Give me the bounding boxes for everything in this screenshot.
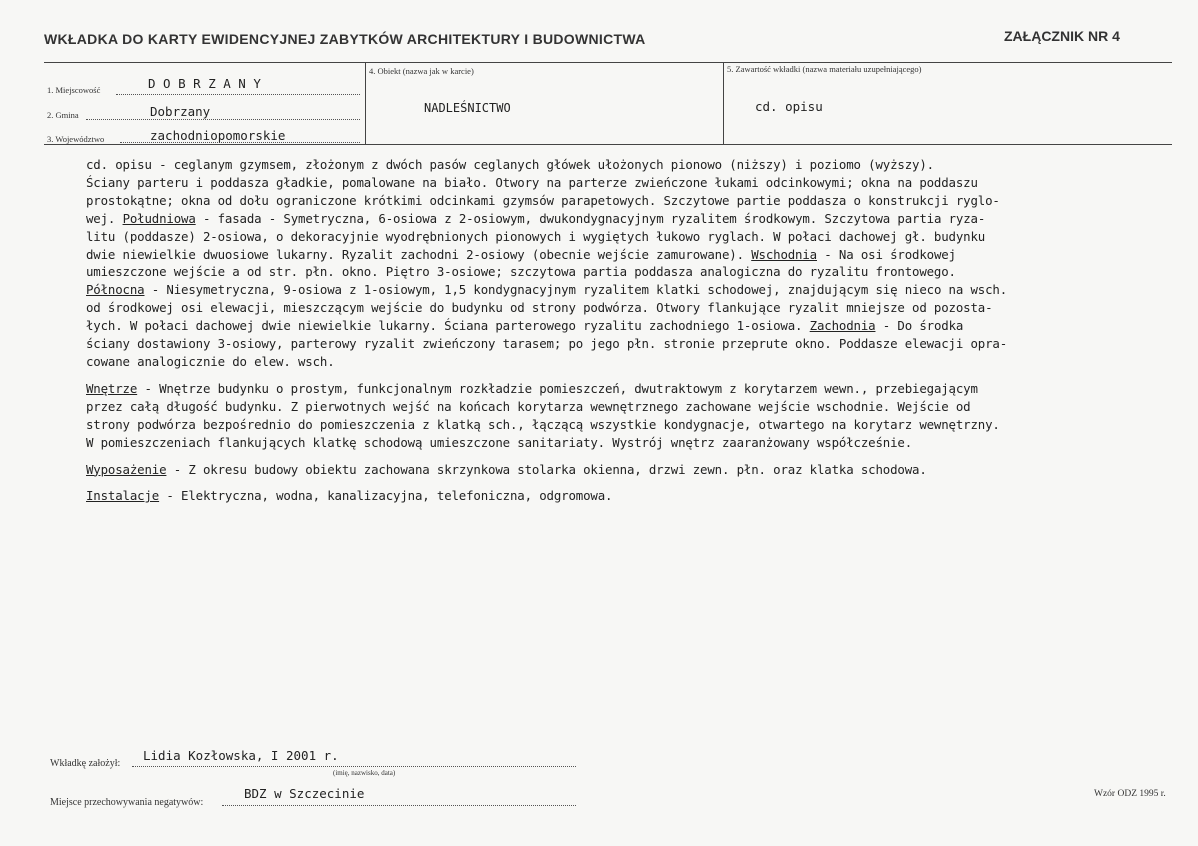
document-title: WKŁADKA DO KARTY EWIDENCYJNEJ ZABYTKÓW ARCHITEKTURY I BUDOWNICTWA [44, 31, 646, 47]
paragraph-gap [86, 452, 1156, 461]
heading-zachodnia: Zachodnia [809, 318, 876, 334]
heading-instalacje: Instalacje [86, 488, 160, 504]
miejscowosc-label: 1. Miejscowość [47, 85, 101, 95]
body-line [86, 246, 1156, 264]
miejscowosc-value: D O B R Z A N Y [148, 76, 261, 91]
body-line: umieszczone wejście a od str. płn. okno. Piętro 3-osiowe; szczytowa partia poddasza analogiczna do ryzalitu frontowego. [86, 264, 956, 280]
body-segment: - Elektryczna, wodna, kanalizacyjna, telefoniczna, odgromowa. [159, 488, 613, 504]
body-line [86, 380, 1156, 398]
body-line [86, 317, 1156, 335]
zalozyl-dots [132, 766, 576, 767]
body-line: ściany dostawiony 3-osiowy, parterowy ryzalit zwieńczony tarasem; po jego płn. stronie przeprute okno. Poddasze elewacji opra- [86, 336, 1008, 352]
body-segment: łych. W połaci dachowej dwie niewielkie lukarny. Ściana parterowego ryzalitu zachodniego 1-osiowa. [86, 318, 810, 334]
header-divider-2 [723, 62, 724, 144]
annex-number: ZAŁĄCZNIK NR 4 [1004, 28, 1120, 44]
body-segment: - Niesymetryczna, 9-osiowa z 1-osiowym, 1,5 kondygnacyjnym ryzalitem klatki schodowej, znajdującym się nieco na wsch. [144, 282, 1008, 298]
body-segment: - Na osi środkowej [817, 246, 956, 262]
body-line [86, 487, 1156, 505]
body-segment: dwie niewielkie dwuosiowe lukarny. Ryzalit zachodni 2-osiowy (obecnie wejście zamurowane). [86, 246, 752, 262]
body-line: od środkowej osi elewacji, mieszczącym wejście do budynku od strony podwórza. Otwory flankujące ryzalit mniejsze od pozosta- [86, 300, 993, 316]
heading-wschodnia: Wschodnia [751, 246, 817, 262]
paragraph-gap [86, 478, 1156, 487]
body-segment: - Wnętrze budynku o prostym, funkcjonalnym rozkładzie pomieszczeń, dwutraktowym z korytarzem wewn., przebiegającym [137, 380, 978, 396]
miejsce-value: BDZ w Szczecinie [244, 786, 365, 801]
gmina-value: Dobrzany [150, 104, 211, 119]
body-segment: - Z okresu budowy obiektu zachowana skrzynkowa stolarka okienna, drzwi zewn. płn. oraz klatka schodowa. [166, 461, 927, 477]
header-bottom-rule [44, 144, 1172, 145]
body-segment: wej. [86, 210, 123, 226]
heading-polnocna: Północna [86, 282, 145, 298]
body-line: przez całą długość budynku. Z pierwotnych wejść na końcach korytarza wewnętrznego zachowane wejście wschodnie. Wejście od [86, 398, 971, 414]
gmina-dots [86, 119, 360, 120]
header-top-rule [44, 62, 1172, 63]
miejscowosc-dots [116, 94, 360, 95]
body-segment: - Do środka [875, 318, 964, 334]
heading-wyposazenie: Wyposażenie [86, 461, 167, 477]
wojewodztwo-label: 3. Województwo [47, 134, 105, 144]
body-line: cd. opisu - ceglanym gzymsem, złożonym z dwóch pasów ceglanych główek ułożonych pionowo (niższy) i poziomo (wyższy). [86, 157, 934, 172]
body-segment: - fasada - Symetryczna, 6-osiowa z 2-osiowym, dwukondygnacyjnym ryzalitem środkowym. Szczytowa partia ryza- [195, 210, 986, 226]
body-line: W pomieszczeniach flankujących klatkę schodową umieszczone sanitariaty. Wystrój wnętrz zaaranżowany współcześnie. [86, 434, 913, 450]
heading-wnetrze: Wnętrze [86, 380, 138, 396]
miejsce-dots [222, 805, 576, 806]
header-divider-1 [365, 62, 366, 144]
description-body [86, 156, 1156, 505]
obiekt-label: 4. Obiekt (nazwa jak w karcie) [369, 66, 474, 76]
miejsce-label: Miejsce przechowywania negatywów: [50, 797, 204, 808]
zalozyl-label: Wkładkę założył: [50, 758, 121, 769]
body-line [86, 281, 1156, 299]
body-line [86, 461, 1156, 479]
body-line [86, 210, 1156, 228]
form-template-note: Wzór ODZ 1995 r. [1094, 789, 1166, 799]
body-line: cowane analogicznie do elew. wsch. [86, 353, 335, 369]
body-line: strony podwórza bezpośrednio do pomieszczenia z klatką sch., łączącą wszystkie kondygnacje, otwartego na korytarz wewnętrzny. [86, 416, 1000, 432]
heading-poludniowa: Południowa [122, 210, 196, 226]
zawartosc-label: 5. Zawartość wkładki (nazwa materiału uzupełniającego) [727, 64, 922, 74]
gmina-label: 2. Gmina [47, 110, 79, 120]
zawartosc-value: cd. opisu [755, 99, 823, 114]
body-line: prostokątne; okna od dołu ograniczone krótkimi odcinkami gzymsów parapetowych. Szczytowe partie poddasza o konstrukcji ryglo- [86, 192, 1000, 208]
obiekt-value: NADLEŚNICTWO [424, 101, 511, 115]
body-line: Ściany parteru i poddasza gładkie, pomalowane na biało. Otwory na parterze zwieńczone łukami odcinkowymi; okna na poddaszu [86, 174, 978, 190]
zalozyl-hint: (imię, nazwisko, data) [333, 769, 396, 777]
wojewodztwo-value: zachodniopomorskie [150, 128, 286, 143]
paragraph-gap [86, 371, 1156, 380]
body-line: litu (poddasze) 2-osiowa, o dekoracyjnie wyodrębnionych pionowych i wygiętych łukowo ryglach. W połaci dachowej gł. budynku [86, 228, 986, 244]
zalozyl-value: Lidia Kozłowska, I 2001 r. [143, 748, 339, 763]
